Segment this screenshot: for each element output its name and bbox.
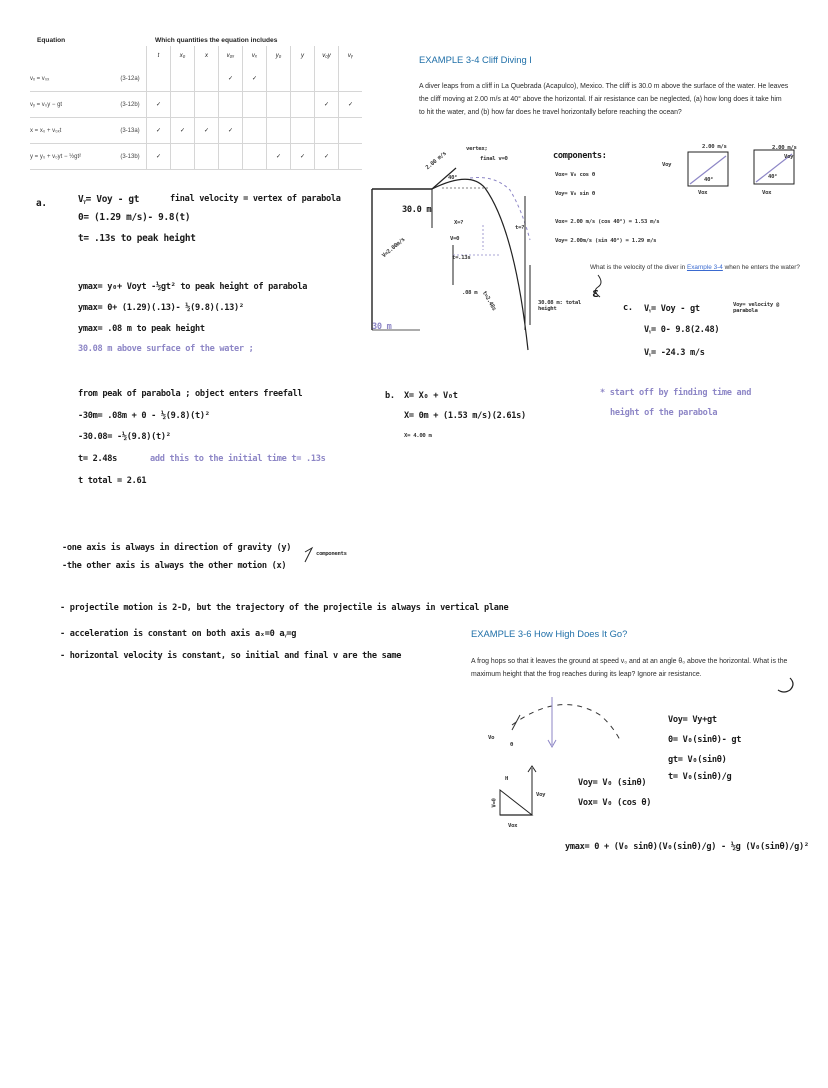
example-3-4-body: A diver leaps from a cliff in La Quebrada (Acapulco), Mexico. The cliff is 30.0 m above the surface of the water. He leaves the cliff moving at 2.00 m/s at 40° above the horizontal. If air resistance can be neglected, (a) how long does it take him to hit the water, and (b) how far does he travel horizontally before reaching the ocean?	[419, 83, 789, 116]
v-zero-label: V=0	[450, 236, 460, 242]
table-header-quantities: Which quantities the equation includes	[155, 37, 278, 44]
frog-vox-bottom-label: Vox	[508, 823, 518, 829]
vertex-label: vertex;	[466, 146, 488, 152]
frog-v0-label: V=0	[491, 798, 498, 808]
example-link[interactable]: Example 3-4	[686, 264, 723, 271]
question-c-text: What is the velocity of the diver in	[590, 264, 687, 271]
trajectory	[432, 179, 528, 350]
frog-eq-5: Voy= V₀ (sinθ)	[578, 778, 647, 788]
equation-tag: (3-13a)	[114, 118, 147, 144]
column-header: x	[195, 46, 219, 66]
frog-h-label: H	[505, 776, 509, 782]
note-ymax2: ymax= 0+ (1.29)(.13)- ½(9.8)(.13)²	[78, 303, 244, 313]
note-ymax4: 30.08 m above surface of the water ;	[78, 344, 254, 354]
angle-label-3: 40°	[768, 174, 778, 180]
component-1: Vox= V₀ cos θ	[555, 172, 595, 178]
note-fp1: from peak of parabola ; object enters freefall	[78, 389, 303, 399]
check-cell: ✓	[267, 144, 291, 170]
frog-trajectory	[512, 705, 620, 740]
start-note-2: height of the parabola	[610, 408, 718, 418]
note-b2: X= 0m + (1.53 m/s)(2.61s)	[404, 411, 526, 421]
cliff-height-label-2: 30 m	[372, 322, 392, 332]
note-a3: t= .13s to peak height	[78, 233, 196, 244]
note-ymax1: ymax= y₀+ Voyt -½gt² to peak height of parabola	[78, 282, 308, 292]
vox-label-1: Vox	[698, 190, 708, 196]
check-cell: ✓	[291, 144, 315, 170]
example-3-6-title: EXAMPLE 3-6 How High Does It Go?	[471, 628, 628, 639]
note-fp2: -30m= .08m + 0 - ½(9.8)(t)²	[78, 411, 210, 421]
frog-triangle	[500, 790, 532, 815]
column-header: x₀	[171, 46, 195, 66]
note-c-comment: Voy= velocity @ parabola	[733, 302, 780, 314]
note-b1: X= X₀ + V₀t	[404, 391, 458, 401]
frog-eq-6: Vox= V₀ (cos θ)	[578, 798, 652, 808]
pm-note-3: - horizontal velocity is constant, so initial and final v are the same	[60, 651, 402, 661]
check-cell: ✓	[147, 92, 171, 118]
frog-vo-label: Vo	[488, 735, 495, 741]
part-c-label: c.	[623, 303, 633, 313]
equation-cell: vₓ = v₀ₓ	[30, 66, 114, 92]
t013-label: t=.13s	[452, 255, 471, 261]
frog-eq-3: gt= V₀(sinθ)	[668, 755, 727, 765]
example-3-4-title: EXAMPLE 3-4 Cliff Diving I	[419, 54, 532, 65]
note-fp5: t total = 2.61	[78, 476, 147, 486]
frog-theta-label: θ	[510, 742, 514, 748]
equation-cell: x = x₀ + v₀ₓt	[30, 118, 114, 144]
angle-label: 40°	[448, 175, 458, 181]
x-unknown-label: X=?	[454, 220, 464, 226]
frog-eq-2: 0= V₀(sinθ)- gt	[668, 735, 742, 745]
pm-note-2: - acceleration is constant on both axis aₓ=0 aᵧ=g	[60, 629, 297, 639]
check-cell: ✓	[315, 144, 339, 170]
equation-cell: y = y₀ + v₀yt − ½gt²	[30, 144, 114, 170]
start-note-1: * start off by finding time and	[600, 388, 752, 398]
speed-label-2: 2.00 m/s	[702, 144, 727, 150]
note-a1: Vᵧ= Voy - gt	[78, 194, 140, 205]
note-a2: 0= (1.29 m/s)- 9.8(t)	[78, 212, 191, 223]
check-cell: ✓	[219, 66, 243, 92]
speed-label-3: 2.00 m/s	[772, 145, 797, 151]
question-c	[590, 264, 800, 271]
note-c2: Vᵧ= 0- 9.8(2.48)	[644, 325, 720, 335]
frog-eq-4: t= V₀(sinθ)/g	[668, 772, 732, 782]
note-c1: Vᵧ= Voy - gt	[644, 304, 700, 314]
note-fp4: t= 2.48s	[78, 454, 117, 464]
check-cell: ✓	[219, 118, 243, 144]
example-3-6-body: A frog hops so that it leaves the ground at speed v₀ and at an angle θ₀ above the horizontal. What is the maximum height that the frog reaches during its leap? Ignore air resistance.	[471, 658, 788, 678]
frog-eq-7: ymax= 0 + (V₀ sinθ)(V₀(sinθ)/g) - ½g (V₀(sinθ)/g)²	[565, 842, 809, 852]
check-cell: ✓	[147, 118, 171, 144]
equation-tag: (3-12b)	[114, 92, 147, 118]
note-c3: Vᵧ= -24.3 m/s	[644, 348, 705, 358]
column-header: v₀ₓ	[219, 46, 243, 66]
check-cell: ✓	[243, 66, 267, 92]
table-header-equation: Equation	[37, 37, 66, 44]
column-header: y₀	[267, 46, 291, 66]
axis-brace-label: components	[316, 551, 347, 557]
part-b-label: b.	[385, 391, 395, 401]
total-height-label: 30.08 m: total height	[538, 300, 581, 312]
note-fp4-comment: add this to the initial time t= .13s	[150, 454, 326, 464]
column-header: t	[147, 46, 171, 66]
voy-label-2: Voy	[784, 154, 794, 160]
voy-label-1: Voy	[662, 162, 672, 168]
t-unknown-label: t=?	[515, 225, 525, 231]
question-c-text-end: when he enters the water?	[722, 264, 800, 271]
check-cell: ✓	[195, 118, 219, 144]
column-header: y	[291, 46, 315, 66]
component-2: Voy= V₀ sin θ	[555, 191, 595, 197]
check-cell: ✓	[339, 92, 363, 118]
check-cell: ✓	[315, 92, 339, 118]
final-v-label: final v=0	[480, 156, 508, 162]
equation-tag: (3-12a)	[114, 66, 147, 92]
note-fp3: -30.08= -½(9.8)(t)²	[78, 432, 171, 442]
vox-label-2: Vox	[762, 190, 772, 196]
frog-eq-1: Voy= Vy+gt	[668, 715, 717, 725]
components-title: components:	[553, 151, 607, 161]
cliff-height-label: 30.0 m	[402, 205, 432, 215]
part-a-label: a.	[36, 198, 47, 209]
note-a1-comment: final velocity = vertex of parabola	[170, 194, 341, 204]
v2-label: V=2.00m/s	[381, 236, 407, 260]
angle-label-2: 40°	[704, 177, 714, 183]
axis-note-1: -one axis is always in direction of gravity (y)	[62, 543, 292, 553]
check-cell: ✓	[147, 144, 171, 170]
squiggle-symbol: ε	[592, 286, 599, 300]
column-header: v₀y	[315, 46, 339, 66]
note-b3: X= 4.00 m	[404, 433, 432, 439]
note-ymax3: ymax= .08 m to peak height	[78, 324, 205, 334]
t248-label: t=2.48s	[480, 290, 497, 312]
equation-cell: vᵧ = v₀y − gt	[30, 92, 114, 118]
speed-label: 2.00 m/s	[424, 150, 448, 172]
column-header: vᵧ	[339, 46, 363, 66]
h08-label: .08 m	[462, 290, 478, 296]
component-4: Voy= 2.00m/s (sin 40°) = 1.29 m/s	[555, 238, 657, 244]
component-3: Vox= 2.00 m/s (cos 40°) = 1.53 m/s	[555, 219, 660, 225]
check-cell: ✓	[171, 118, 195, 144]
column-header: vₓ	[243, 46, 267, 66]
axis-note-2: -the other axis is always the other motion (x)	[62, 561, 287, 571]
pm-note-1: - projectile motion is 2-D, but the trajectory of the projectile is always in vertical plane	[60, 603, 509, 613]
equation-tag: (3-13b)	[114, 144, 147, 170]
frog-voy-side-label: Voy	[536, 792, 546, 798]
